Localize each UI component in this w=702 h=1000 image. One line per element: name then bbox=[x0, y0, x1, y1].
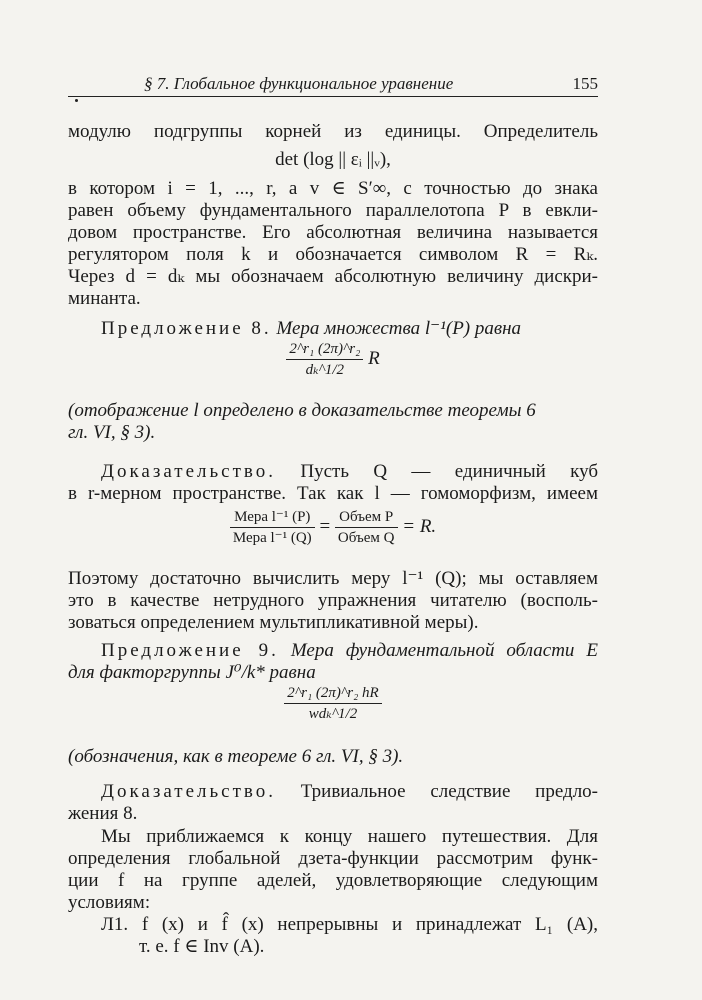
fraction bbox=[284, 684, 381, 723]
text-line: регулятором поля k и обозначается символом R = Rₖ. bbox=[68, 244, 598, 265]
fraction bbox=[286, 340, 363, 379]
fraction-denominator: Мера l⁻¹ (Q) bbox=[232, 530, 312, 546]
fraction bbox=[335, 508, 398, 547]
proposition-9-line bbox=[101, 640, 598, 662]
condition-L1: Л1. f (x) и f̂ (x) непрерывны и принадлежат L₁ (A), bbox=[101, 914, 598, 935]
text-line: Мы приближаемся к концу нашего путешествия. Для bbox=[101, 826, 598, 847]
fraction bbox=[230, 508, 315, 547]
fraction-numerator: Мера l⁻¹ (P) bbox=[230, 508, 315, 528]
text-line: в r-мерном пространстве. Так как l — гомоморфизм, имеем bbox=[68, 483, 598, 504]
proof-2-line bbox=[101, 781, 598, 803]
proof-2-text: Тривиальное следствие предло- bbox=[300, 781, 599, 802]
measure-ratio-formula: $\frac{\text{Мера l⁻¹ (P)}}{\text{Мера l⁻¹ (Q)}}$ = $\frac{\text{Объем P}}{\text{Объем Q}}$ = R. bbox=[68, 508, 598, 547]
proposition-9-formula bbox=[68, 684, 598, 723]
running-header bbox=[144, 74, 598, 94]
text-line: определения глобальной дзета-функции рассмотрим функ- bbox=[68, 848, 598, 869]
fraction-numerator: 2^r₁ (2π)^r₂ bbox=[286, 340, 363, 360]
text-line: равен объему фундаментального параллелотопа P в евкли- bbox=[68, 200, 598, 221]
proof-2-heading: Доказательство. bbox=[101, 781, 276, 802]
text-line: в котором i = 1, ..., r, а v ∈ S′∞, с точностью до знака bbox=[68, 178, 598, 199]
page-number: 155 bbox=[572, 74, 598, 93]
regulator-symbol: R bbox=[368, 347, 380, 369]
proposition-8-line bbox=[101, 318, 598, 340]
text-line: гл. VI, § 3). bbox=[68, 422, 156, 443]
fraction-denominator: wdₖ^1/2 bbox=[308, 706, 358, 722]
text-line: ции f на группе аделей, удовлетворяющие следующим bbox=[68, 870, 598, 891]
text-line: для факторгруппы J⁰/k* равна bbox=[68, 662, 316, 683]
proposition-8-statement: Мера множества l⁻¹(P) равна bbox=[276, 318, 522, 339]
header-rule bbox=[68, 96, 598, 97]
text-line: (отображение l определено в доказательстве теоремы 6 bbox=[68, 400, 536, 421]
text-line: довом пространстве. Его абсолютная величина называется bbox=[68, 222, 598, 243]
proposition-9-statement: Мера фундаментальной области E bbox=[290, 640, 598, 661]
print-speck bbox=[75, 99, 78, 102]
fraction-numerator: 2^r₁ (2π)^r₂ hR bbox=[284, 684, 381, 704]
determinant-formula: det (log || εᵢ ||ᵥ), bbox=[275, 149, 391, 170]
text-line: (обозначения, как в теореме 6 гл. VI, § 3). bbox=[68, 746, 404, 767]
fraction-denominator: Объем Q bbox=[337, 530, 395, 546]
text-line: это в качестве нетрудного упражнения читателю (восполь- bbox=[68, 590, 598, 611]
running-title: § 7. Глобальное функциональное уравнение bbox=[144, 74, 454, 93]
proof-1-line bbox=[101, 461, 598, 483]
text-line: жения 8. bbox=[68, 803, 138, 824]
proof-1-text: Пусть Q — единичный куб bbox=[300, 461, 599, 482]
text-line: Через d = dₖ мы обозначаем абсолютную величину дискри- bbox=[68, 266, 598, 287]
proof-1-heading: Доказательство. bbox=[101, 461, 276, 482]
condition-L1-continuation: т. е. f ∈ Inv (A). bbox=[139, 936, 265, 957]
fraction-denominator: dₖ^1/2 bbox=[305, 362, 345, 378]
text-line: зоваться определением мультипликативной меры). bbox=[68, 612, 479, 633]
proposition-9-heading: Предложение 9. bbox=[101, 640, 279, 661]
proposition-8-formula bbox=[68, 340, 598, 379]
fraction-numerator: Объем P bbox=[335, 508, 398, 528]
text-line: Поэтому достаточно вычислить меру l⁻¹ (Q); мы оставляем bbox=[68, 568, 598, 589]
text-line: модулю подгруппы корней из единицы. Определитель bbox=[68, 121, 598, 142]
text-line: условиям: bbox=[68, 892, 151, 913]
proposition-8-heading: Предложение 8. bbox=[101, 318, 272, 339]
text-line: минанта. bbox=[68, 288, 141, 309]
formula-result: = R. bbox=[402, 515, 437, 537]
